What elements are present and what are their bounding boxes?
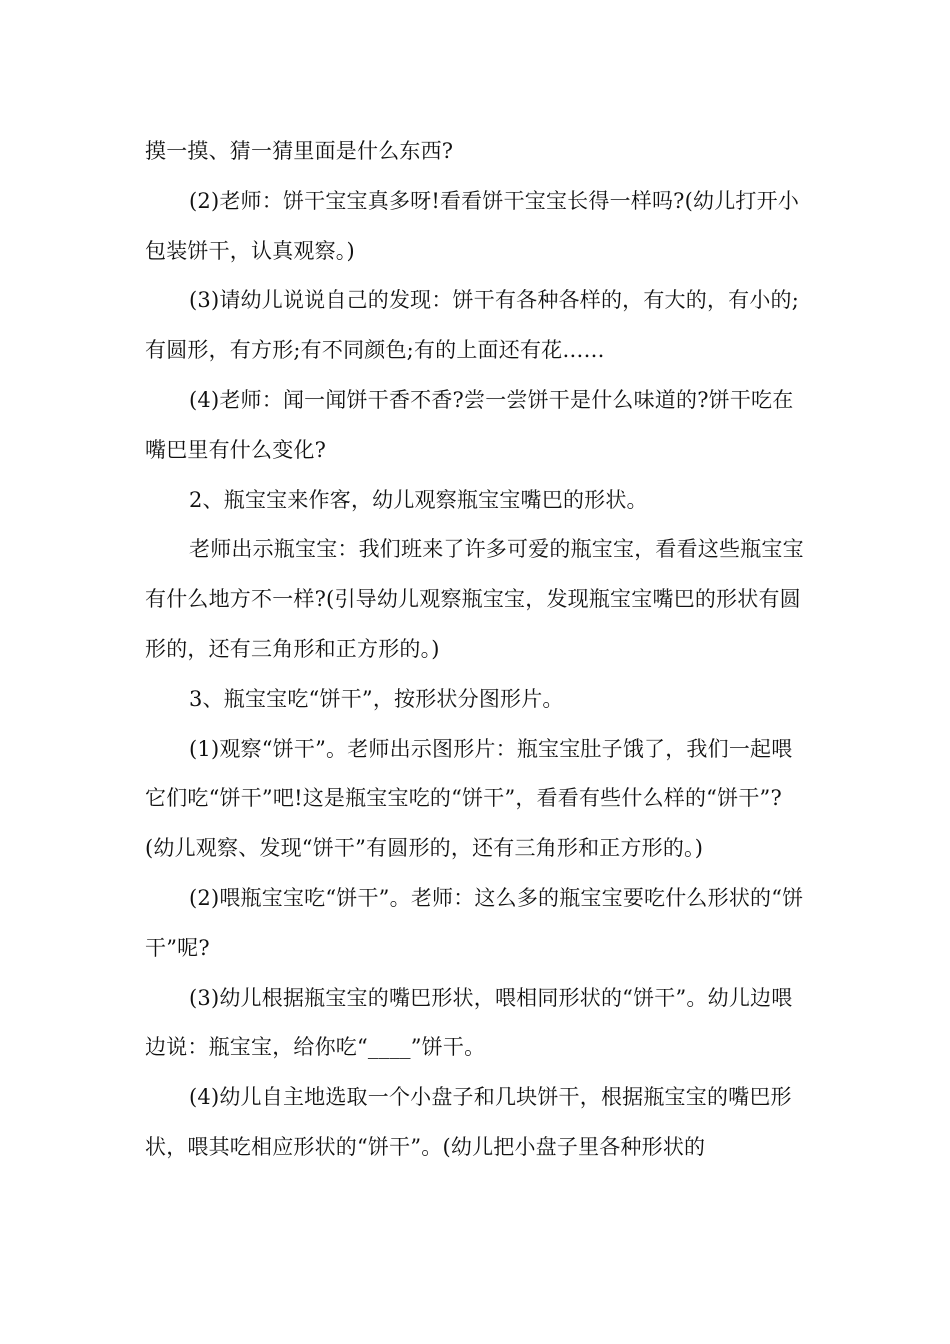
paragraph-step-3-3: (3)幼儿根据瓶宝宝的嘴巴形状，喂相同形状的“饼干”。幼儿边喂边说：瓶宝宝，给你吃“____”饼干。 (145, 985, 793, 1060)
paragraph-step-3-4: (4)幼儿自主地选取一个小盘子和几块饼干，根据瓶宝宝的嘴巴形状，喂其吃相应形状的“饼干”。(幼儿把小盘子里各种形状的 (145, 1085, 792, 1159)
paragraph-step-1-4: (4)老师：闻一闻饼干香不香?尝一尝饼干是什么味道的?饼干吃在嘴巴里有什么变化? (145, 387, 794, 462)
paragraph-step-3-2: (2)喂瓶宝宝吃“饼干”。老师：这么多的瓶宝宝要吃什么形状的“饼干”呢? (145, 885, 804, 960)
document-body (145, 127, 810, 1173)
section-heading-2: 2、瓶宝宝来作客，幼儿观察瓶宝宝嘴巴的形状。 (189, 487, 648, 512)
paragraph-continuation: 摸一摸、猜一猜里面是什么东西? (145, 139, 454, 163)
paragraph-section-2: 老师出示瓶宝宝：我们班来了许多可爱的瓶宝宝，看看这些瓶宝宝有什么地方不一样?(引导幼儿观察瓶宝宝，发现瓶宝宝嘴巴的形状有圆形的，还有三角形和正方形的。) (145, 537, 804, 661)
paragraph-step-3-1: (1)观察“饼干”。老师出示图形片：瓶宝宝肚子饿了，我们一起喂它们吃“饼干”吧!这是瓶宝宝吃的“饼干”，看看有些什么样的“饼干”?(幼儿观察、发现“饼干”有圆形的，还有三角形和正方形的。) (145, 736, 793, 861)
paragraph-step-1-3: (3)请幼儿说说自己的发现：饼干有各种各样的，有大的，有小的;有圆形，有方形;有不同颜色;有的上面还有花…… (145, 288, 800, 363)
section-heading-3: 3、瓶宝宝吃“饼干”，按形状分图形片。 (189, 686, 564, 711)
paragraph-step-1-2: (2)老师：饼干宝宝真多呀!看看饼干宝宝长得一样吗?(幼儿打开小包装饼干，认真观察。) (145, 188, 800, 263)
